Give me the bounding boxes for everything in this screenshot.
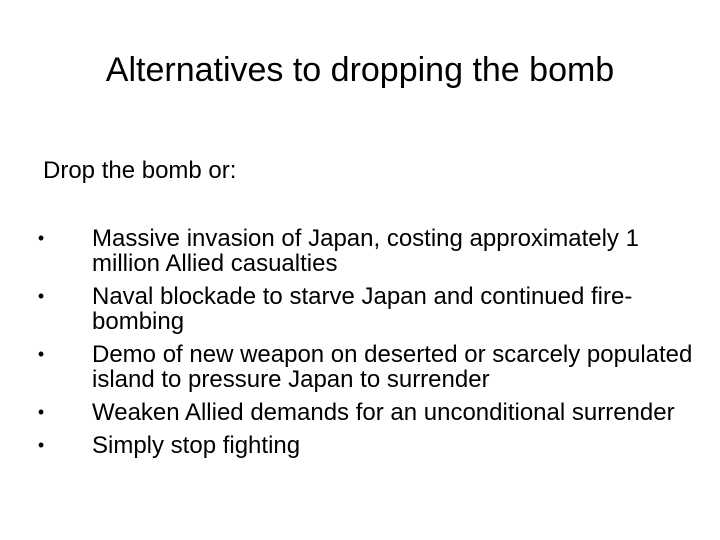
bullet-marker: • — [37, 228, 45, 248]
bullet-marker: • — [37, 435, 45, 455]
bullet-list — [0, 226, 720, 466]
bullet-item — [0, 342, 702, 392]
bullet-item — [0, 226, 702, 276]
bullet-marker: • — [37, 402, 45, 422]
bullet-text: Demo of new weapon on deserted or scarcely populated island to pressure Japan to surrender — [92, 341, 693, 393]
bullet-item — [0, 284, 702, 334]
bullet-marker: • — [37, 286, 45, 306]
bullet-text: Massive invasion of Japan, costing approximately 1 million Allied casualties — [92, 225, 639, 277]
bullet-text: Weaken Allied demands for an unconditional surrender — [92, 399, 675, 426]
bullet-text: Simply stop fighting — [92, 432, 301, 459]
slide-title: Alternatives to dropping the bomb — [105, 51, 615, 89]
bullet-item — [0, 433, 702, 458]
intro-text: Drop the bomb or: — [43, 157, 237, 184]
bullet-text: Naval blockade to starve Japan and continued fire-bombing — [92, 283, 633, 335]
bullet-marker: • — [37, 344, 45, 364]
bullet-item — [0, 400, 702, 425]
